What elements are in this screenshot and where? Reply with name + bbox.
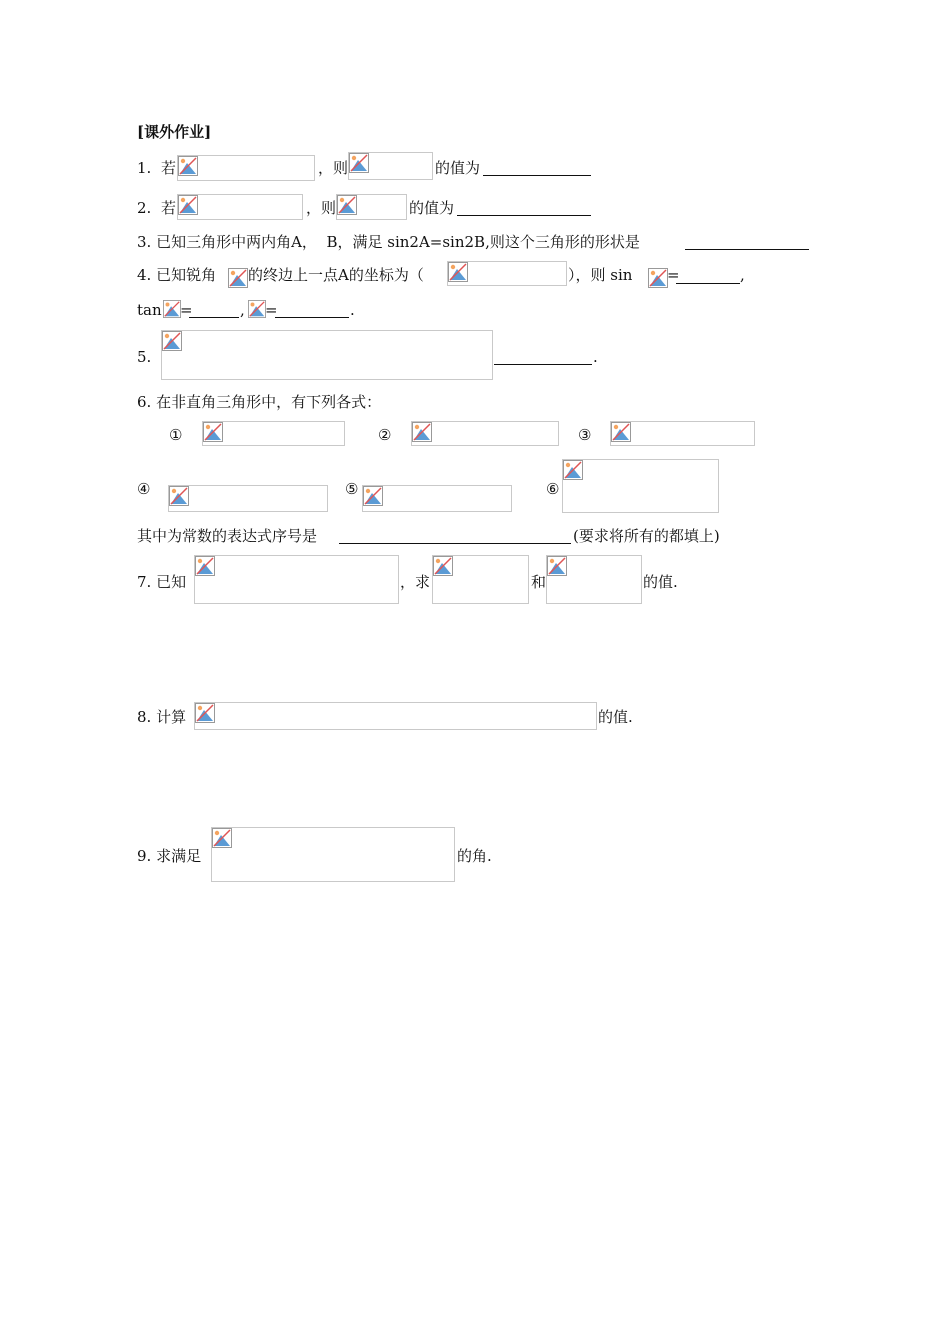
q7-mid2: 和 bbox=[531, 573, 547, 591]
marker-6: ⑥ bbox=[546, 480, 560, 498]
answer-blank[interactable] bbox=[494, 364, 592, 365]
broken-image-icon bbox=[203, 422, 223, 442]
q2-comma: ，则 bbox=[306, 199, 337, 217]
formula-image bbox=[432, 555, 529, 604]
broken-image-icon bbox=[563, 460, 583, 480]
q9-prefix: 9. 求满足 bbox=[137, 847, 202, 865]
broken-image-icon bbox=[433, 556, 453, 576]
broken-image-icon bbox=[178, 195, 198, 215]
q4-comma-2: , bbox=[240, 301, 245, 319]
q4-comma: , bbox=[740, 266, 745, 284]
q1-comma: ，则 bbox=[318, 159, 349, 177]
q4-equals-3: = bbox=[265, 301, 278, 319]
q1-tail: 的值为 bbox=[435, 159, 481, 177]
q4-then-sin: ），则 sin bbox=[568, 266, 633, 284]
marker-5: ⑤ bbox=[345, 480, 359, 498]
q4-prefix: 4. 已知锐角 bbox=[137, 266, 217, 284]
formula-image bbox=[248, 300, 266, 318]
q7-prefix: 7. 已知 bbox=[137, 573, 187, 591]
q4-equals-2: = bbox=[180, 301, 193, 319]
formula-image bbox=[447, 261, 567, 286]
q7-tail: 的值. bbox=[643, 573, 678, 591]
broken-image-icon bbox=[163, 300, 181, 318]
formula-image bbox=[161, 330, 493, 380]
marker-2: ② bbox=[378, 426, 392, 444]
q4-period: . bbox=[350, 301, 355, 319]
q4-middle: 的终边上一点A的坐标为（ bbox=[248, 266, 424, 284]
broken-image-icon bbox=[248, 300, 266, 318]
formula-image bbox=[610, 421, 755, 446]
marker-1: ① bbox=[169, 426, 183, 444]
q5-number: 5. bbox=[137, 348, 152, 366]
answer-blank[interactable] bbox=[275, 317, 349, 318]
broken-image-icon bbox=[212, 828, 232, 848]
answer-blank[interactable] bbox=[483, 175, 591, 176]
answer-blank[interactable] bbox=[339, 543, 571, 544]
section-heading: [课外作业] bbox=[137, 123, 212, 141]
marker-4: ④ bbox=[137, 480, 151, 498]
formula-image bbox=[362, 485, 512, 512]
formula-image bbox=[194, 555, 399, 604]
broken-image-icon bbox=[448, 262, 468, 282]
q2-prefix: 若 bbox=[161, 199, 177, 217]
formula-image bbox=[648, 268, 668, 288]
q3-text: 3. 已知三角形中两内角A， B，满足 sin2A=sin2B,则这个三角形的形状是 bbox=[137, 233, 640, 251]
answer-blank[interactable] bbox=[189, 317, 239, 318]
broken-image-icon bbox=[648, 268, 668, 288]
q4-tan: tan bbox=[137, 301, 162, 319]
broken-image-icon bbox=[195, 556, 215, 576]
formula-image bbox=[177, 155, 315, 181]
formula-image bbox=[348, 152, 433, 180]
q1-number: 1. bbox=[137, 159, 152, 177]
broken-image-icon bbox=[363, 486, 383, 506]
q4-equals: = bbox=[667, 266, 680, 284]
formula-image bbox=[228, 268, 248, 288]
q1-prefix: 若 bbox=[161, 159, 177, 177]
answer-blank[interactable] bbox=[676, 283, 740, 284]
q8-tail: 的值. bbox=[598, 708, 633, 726]
formula-image bbox=[562, 459, 719, 513]
q6-answer-prefix: 其中为常数的表达式序号是 bbox=[137, 527, 318, 545]
q8-prefix: 8. 计算 bbox=[137, 708, 187, 726]
broken-image-icon bbox=[169, 486, 189, 506]
broken-image-icon bbox=[195, 703, 215, 723]
formula-image bbox=[202, 421, 345, 446]
broken-image-icon bbox=[228, 268, 248, 288]
broken-image-icon bbox=[178, 156, 198, 176]
formula-image bbox=[546, 555, 642, 604]
q7-mid1: ，求 bbox=[400, 573, 431, 591]
formula-image bbox=[194, 702, 597, 730]
q9-tail: 的角. bbox=[457, 847, 492, 865]
formula-image bbox=[211, 827, 455, 882]
formula-image bbox=[411, 421, 559, 446]
broken-image-icon bbox=[337, 195, 357, 215]
broken-image-icon bbox=[162, 331, 182, 351]
q2-tail: 的值为 bbox=[409, 199, 455, 217]
marker-3: ③ bbox=[578, 426, 592, 444]
answer-blank[interactable] bbox=[457, 215, 591, 216]
formula-image bbox=[336, 194, 407, 220]
q6-title: 6. 在非直角三角形中，有下列各式： bbox=[137, 393, 382, 411]
broken-image-icon bbox=[547, 556, 567, 576]
broken-image-icon bbox=[349, 153, 369, 173]
formula-image bbox=[168, 485, 328, 512]
formula-image bbox=[177, 194, 303, 220]
q2-number: 2. bbox=[137, 199, 152, 217]
formula-image bbox=[163, 300, 181, 318]
q5-period: . bbox=[593, 348, 598, 366]
q6-answer-suffix: (要求将所有的都填上) bbox=[573, 527, 720, 545]
broken-image-icon bbox=[412, 422, 432, 442]
broken-image-icon bbox=[611, 422, 631, 442]
answer-blank[interactable] bbox=[685, 249, 809, 250]
